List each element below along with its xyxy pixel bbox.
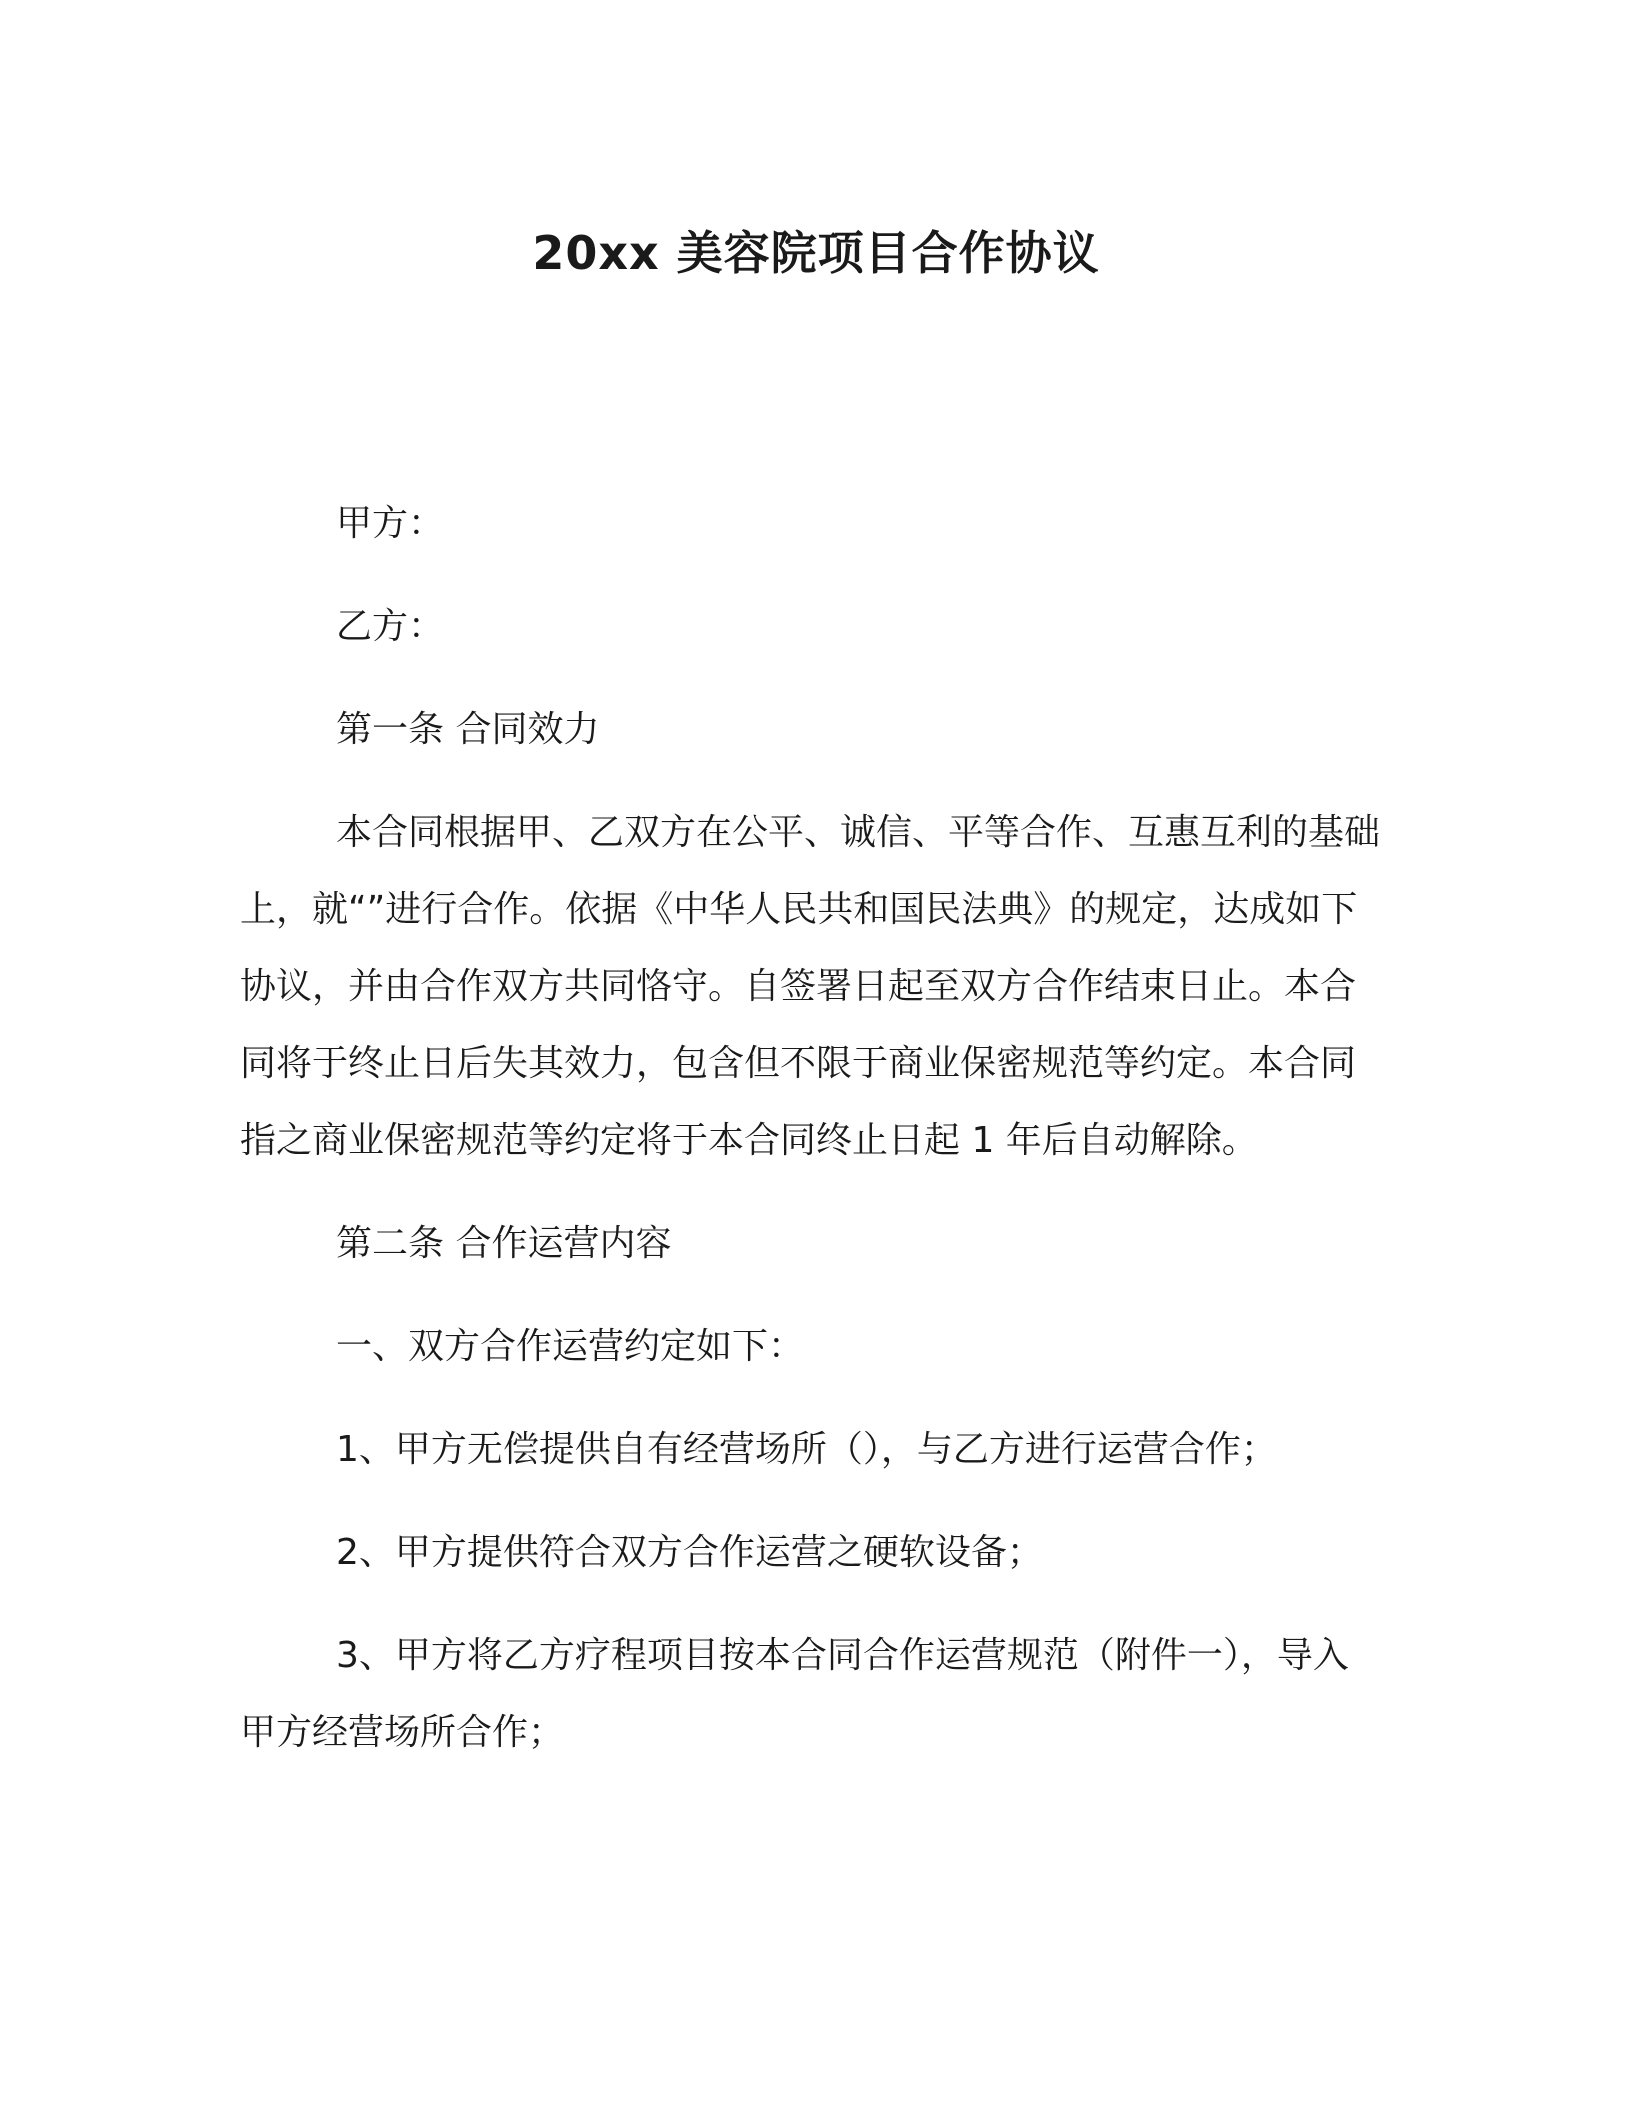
document-title: 20xx 美容院项目合作协议 — [532, 226, 1100, 280]
party-b-line: 乙方： — [336, 606, 445, 647]
clause-item-3: 3、甲方将乙方疗程项目按本合同合作运营规范（附件一），导入甲方经营场所合作； — [240, 1635, 1349, 1753]
cooperation-intro: 一、双方合作运营约定如下： — [336, 1326, 805, 1367]
clause-item-2: 2、甲方提供符合双方合作运营之硬软设备； — [336, 1532, 1043, 1573]
clause-item-1: 1、甲方无偿提供自有经营场所（），与乙方进行运营合作； — [336, 1429, 1277, 1470]
article-1-heading: 第一条 合同效力 — [336, 709, 600, 750]
party-a-line: 甲方： — [336, 503, 445, 544]
article-2-heading: 第二条 合作运营内容 — [336, 1223, 672, 1264]
document-body — [240, 485, 1380, 1797]
article-1-paragraph: 本合同根据甲、乙双方在公平、诚信、平等合作、互惠互利的基础上，就“”进行合作。依据《中华人民共和国民法典》的规定，达成如下协议，并由合作双方共同恪守。自签署日起至双方合作结束日止。本合同将于终止日后失其效力，包含但不限于商业保密规范等约定。本合同指之商业保密规范等约定将于本合同终止日起 1 年后自动解除。 — [240, 812, 1381, 1161]
